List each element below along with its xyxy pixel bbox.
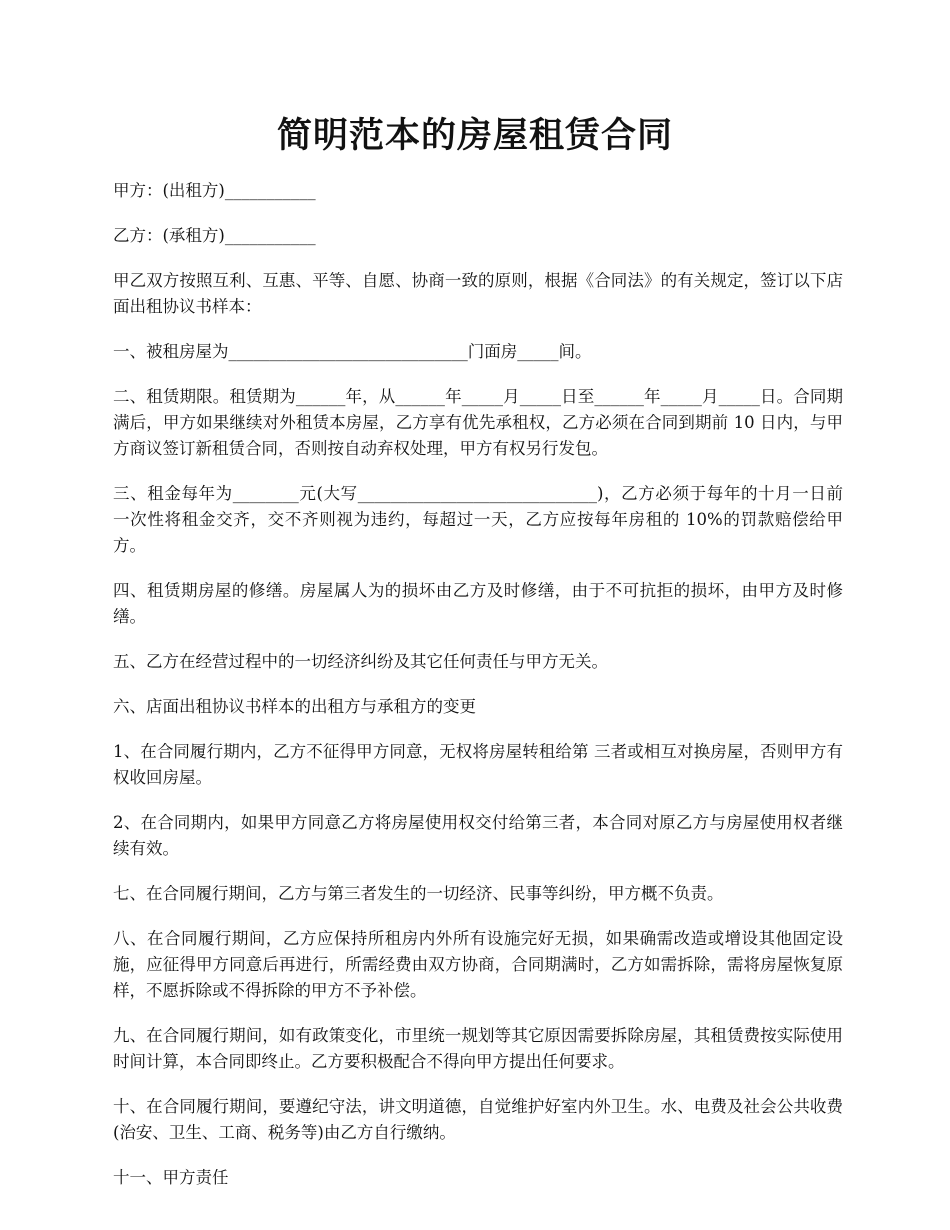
clause-6-item-2: 2、在合同期内，如果甲方同意乙方将房屋使用权交付给第三者，本合同对原乙方与房屋使用权者继续有效。 xyxy=(113,813,843,858)
document-body xyxy=(113,178,843,1210)
clause-3: 三、租金每年为________元(大写_____________________________)，乙方必须于每年的十月一日前一次性将租金交齐，交不齐则视为违约，每超过一天，乙方应按每年房租的 10%的罚款赔偿给甲方。 xyxy=(113,484,843,555)
clause-5: 五、乙方在经营过程中的一切经济纠纷及其它任何责任与甲方无关。 xyxy=(113,652,608,671)
clause-4: 四、租赁期房屋的修缮。房屋属人为的损坏由乙方及时修缮，由于不可抗拒的损坏，由甲方及时修缮。 xyxy=(113,581,843,626)
intro-paragraph: 甲乙双方按照互利、互惠、平等、自愿、协商一致的原则，根据《合同法》的有关规定，签订以下店面出租协议书样本： xyxy=(113,271,843,316)
clause-2: 二、租赁期限。租赁期为______年，从______年_____月_____日至______年_____月_____日。合同期满后，甲方如果继续对外租赁本房屋，乙方享有优先承租权，乙方必须在合同到期前 10 日内，与甲方商议签订新租赁合同，否则按自动弃权处理，甲方有权另行发包。 xyxy=(113,387,843,458)
clause-7: 七、在合同履行期间，乙方与第三者发生的一切经济、民事等纠纷，甲方概不负责。 xyxy=(113,884,724,903)
party-b-line: 乙方：(承租方)___________ xyxy=(113,226,316,245)
document-title: 简明范本的房屋租赁合同 xyxy=(276,115,673,156)
clause-6-item-1: 1、在合同履行期内，乙方不征得甲方同意，无权将房屋转租给第 三者或相互对换房屋，否则甲方有权收回房屋。 xyxy=(113,742,843,787)
clause-8: 八、在合同履行期间，乙方应保持所租房内外所有设施完好无损，如果确需改造或增设其他固定设施，应征得甲方同意后再进行，所需经费由双方协商，合同期满时，乙方如需拆除，需将房屋恢复原样，不愿拆除或不得拆除的甲方不予补偿。 xyxy=(113,929,843,1000)
party-a-line: 甲方：(出租方)___________ xyxy=(113,181,316,200)
clause-1: 一、被租房屋为_____________________________门面房_____间。 xyxy=(113,342,592,361)
clause-6: 六、店面出租协议书样本的出租方与承租方的变更 xyxy=(113,697,476,716)
clause-10: 十、在合同履行期间，要遵纪守法，讲文明道德，自觉维护好室内外卫生。水、电费及社会公共收费(治安、卫生、工商、税务等)由乙方自行缴纳。 xyxy=(113,1097,843,1142)
clause-9: 九、在合同履行期间，如有政策变化，市里统一规划等其它原因需要拆除房屋，其租赁费按实际使用时间计算，本合同即终止。乙方要积极配合不得向甲方提出任何要求。 xyxy=(113,1026,843,1071)
clause-11: 十一、甲方责任 xyxy=(113,1168,229,1187)
